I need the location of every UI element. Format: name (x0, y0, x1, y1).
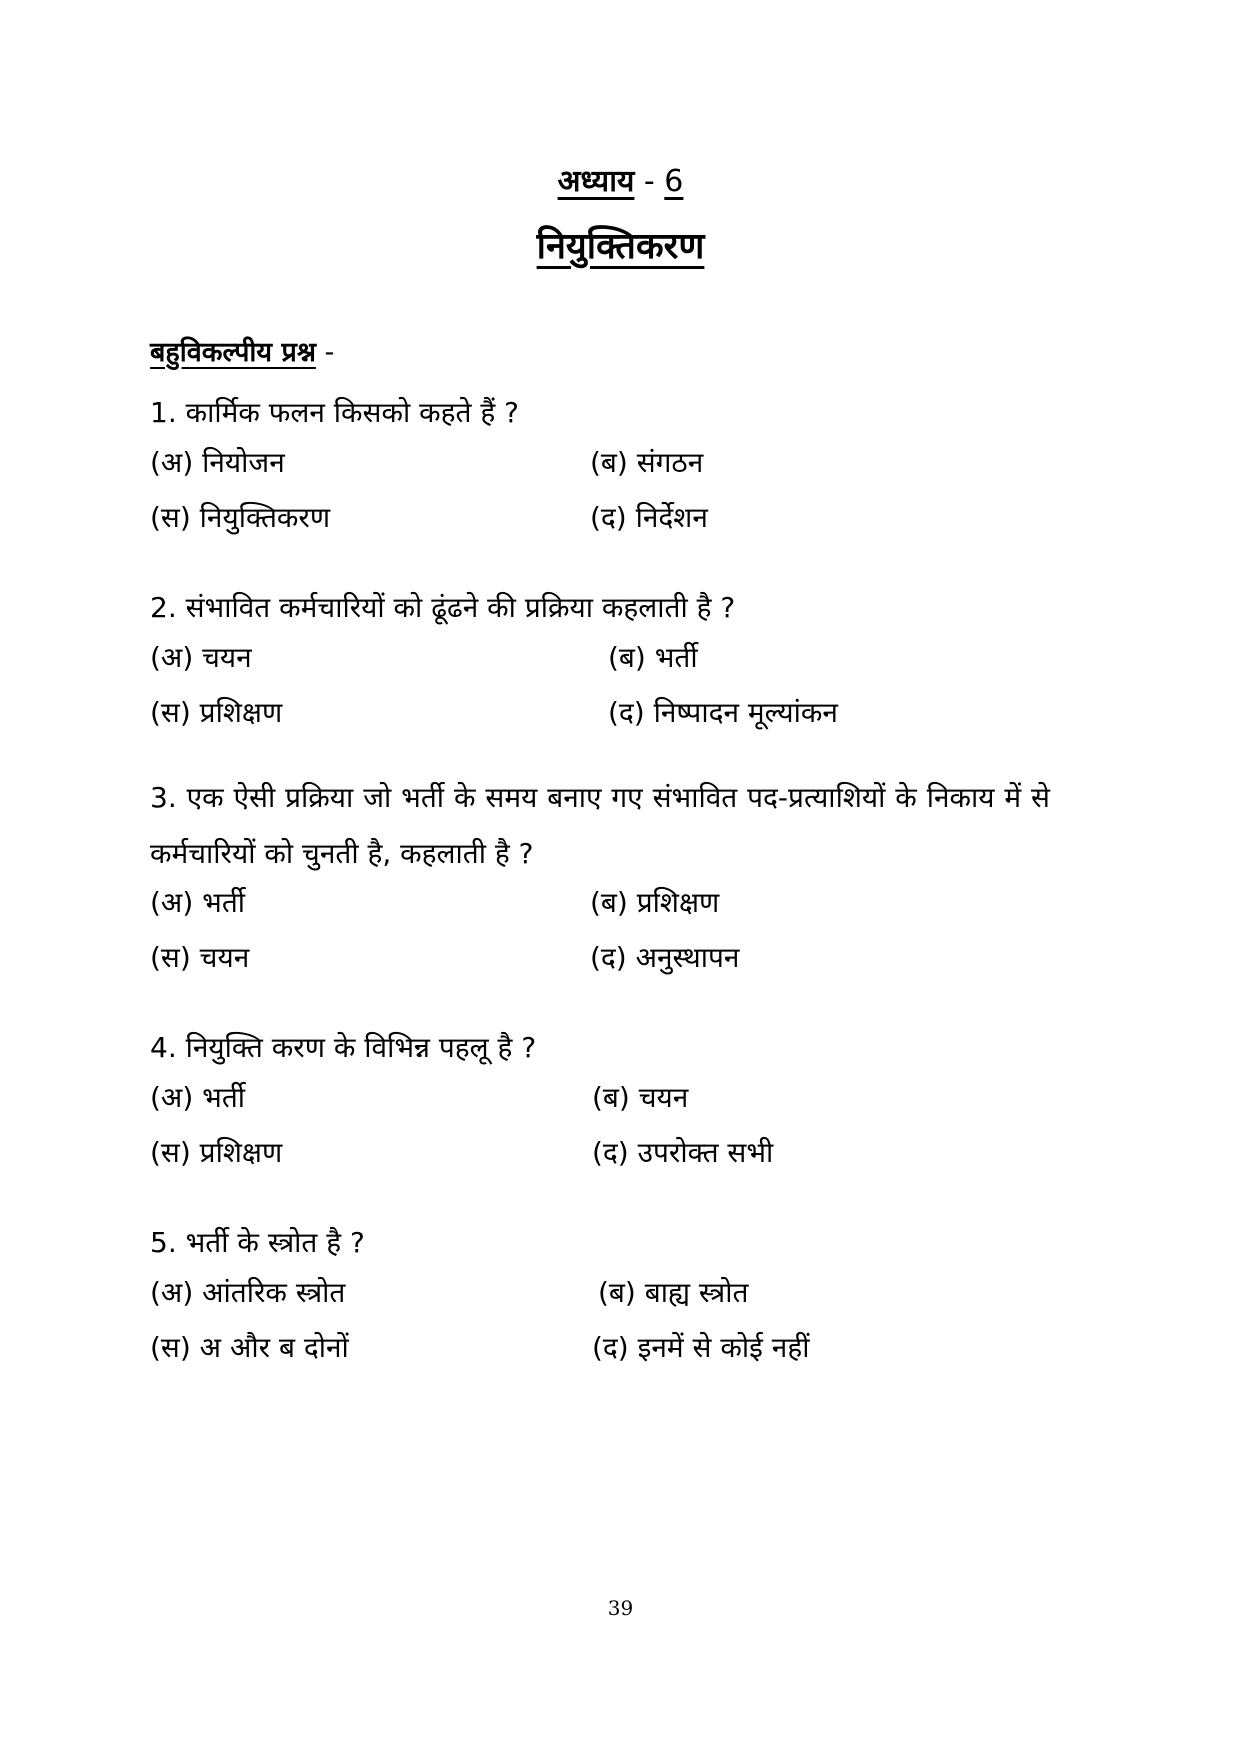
option-5a: (अ) आंतरिक स्त्रोत (150, 1276, 346, 1309)
chapter-heading (0, 160, 1241, 204)
option-2d: (द) निष्पादन मूल्यांकन (608, 696, 838, 729)
option-2c: (स) प्रशिक्षण (150, 696, 283, 729)
question-5: 5. भर्ती के स्त्रोत है ? (150, 1226, 365, 1259)
option-2b: (ब) भर्ती (608, 641, 698, 674)
question-2: 2. संभावित कर्मचारियों को ढूंढने की प्रक्रिया कहलाती है ? (150, 591, 736, 624)
chapter-number: 6 (664, 164, 684, 199)
option-3a: (अ) भर्ती (150, 886, 246, 919)
option-5c: (स) अ और ब दोनों (150, 1331, 349, 1364)
option-4c: (स) प्रशिक्षण (150, 1136, 283, 1169)
option-1c: (स) नियुक्तिकरण (150, 501, 331, 534)
option-4d: (द) उपरोक्त सभी (592, 1136, 774, 1169)
page-title: नियुक्तिकरण (536, 226, 705, 267)
option-3b: (ब) प्रशिक्षण (590, 886, 720, 919)
option-2a: (अ) चयन (150, 641, 252, 674)
option-3c: (स) चयन (150, 941, 250, 974)
question-3: 3. एक ऐसी प्रक्रिया जो भर्ती के समय बनाए गए संभावित पद-प्रत्याशियों के निकाय में से कर्मचारियों को चुनती है, कहलाती है ? (150, 781, 1050, 870)
section-label: बहुविकल्पीय प्रश्न (150, 337, 316, 368)
section-suffix: - (315, 337, 335, 368)
page-number: 39 (607, 1596, 634, 1620)
option-4b: (ब) चयन (592, 1081, 689, 1114)
option-1a: (अ) नियोजन (150, 446, 285, 479)
option-5b: (ब) बाह्य स्त्रोत (598, 1276, 749, 1309)
option-1d: (द) निर्देशन (590, 501, 708, 534)
option-1b: (ब) संगठन (590, 446, 704, 479)
option-3d: (द) अनुस्थापन (590, 941, 740, 974)
chapter-label: अध्याय (557, 164, 635, 199)
option-4a: (अ) भर्ती (150, 1081, 246, 1114)
chapter-dash: - (634, 164, 665, 199)
option-5d: (द) इनमें से कोई नहीं (592, 1331, 810, 1364)
section-heading (150, 333, 334, 373)
question-1: 1. कार्मिक फलन किसको कहते हैं ? (150, 396, 519, 429)
question-4: 4. नियुक्ति करण के विभिन्न पहलू है ? (150, 1031, 537, 1064)
